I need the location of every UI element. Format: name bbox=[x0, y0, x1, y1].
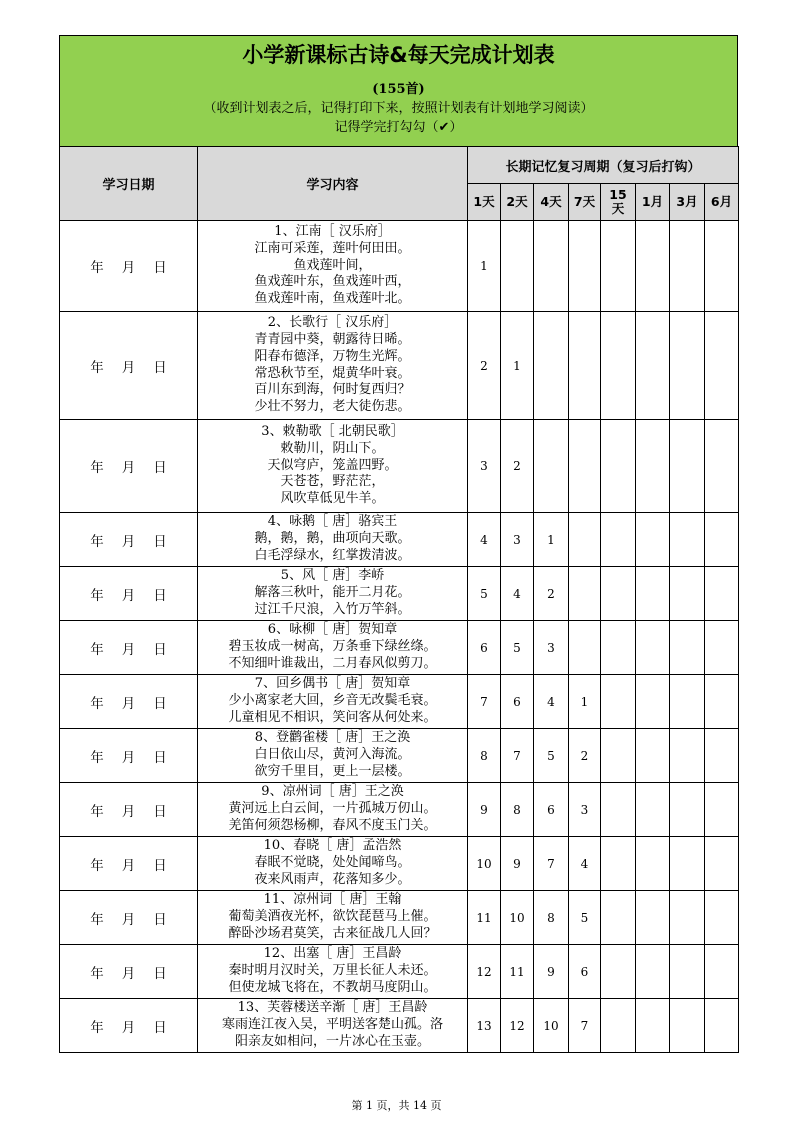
review-check-cell[interactable] bbox=[636, 221, 670, 312]
review-check-cell[interactable]: 9 bbox=[468, 783, 501, 837]
poem-line: 醉卧沙场君莫笑，古来征战几人回？ bbox=[228, 925, 437, 941]
date-part-y: 年 bbox=[90, 857, 104, 874]
review-check-cell[interactable]: 11 bbox=[468, 891, 501, 945]
review-check-cell[interactable] bbox=[534, 312, 569, 420]
poem-content-cell bbox=[198, 945, 468, 999]
review-check-cell[interactable] bbox=[705, 729, 739, 783]
date-part-y: 年 bbox=[90, 695, 104, 712]
date-part-m: 月 bbox=[121, 587, 136, 604]
review-check-cell[interactable]: 8 bbox=[501, 783, 534, 837]
date-part-y: 年 bbox=[90, 965, 104, 982]
poem-line: 敕勒川，阴山下。 bbox=[280, 440, 385, 456]
review-check-cell[interactable] bbox=[670, 999, 705, 1053]
poem-line: 百川东到海，何时复西归？ bbox=[254, 382, 411, 398]
review-check-cell[interactable] bbox=[670, 675, 705, 729]
plan-table bbox=[59, 146, 739, 1053]
study-date-cell[interactable] bbox=[60, 567, 198, 621]
date-part-m: 月 bbox=[121, 857, 136, 874]
table-row bbox=[60, 729, 739, 783]
table-row bbox=[60, 891, 739, 945]
table-row bbox=[60, 675, 739, 729]
poem-content-cell bbox=[198, 729, 468, 783]
review-check-cell[interactable] bbox=[569, 420, 601, 513]
date-part-y: 年 bbox=[90, 460, 104, 476]
poem-line: 白毛浮绿水，红掌拨清波。 bbox=[254, 547, 411, 563]
review-check-cell[interactable] bbox=[636, 837, 670, 891]
review-check-cell[interactable] bbox=[670, 621, 705, 675]
review-check-cell[interactable] bbox=[601, 567, 636, 621]
poem-content-cell bbox=[198, 621, 468, 675]
review-check-cell[interactable]: 4 bbox=[501, 567, 534, 621]
review-check-cell[interactable] bbox=[601, 513, 636, 567]
page-title: 小学新课标古诗&每天完成计划表 bbox=[242, 43, 555, 67]
poem-content-cell bbox=[198, 891, 468, 945]
date-part-m: 月 bbox=[121, 749, 136, 766]
review-check-cell[interactable] bbox=[636, 729, 670, 783]
review-check-cell[interactable] bbox=[636, 621, 670, 675]
review-check-cell[interactable]: 5 bbox=[501, 621, 534, 675]
date-part-d: 日 bbox=[153, 965, 167, 982]
review-check-cell[interactable] bbox=[705, 783, 739, 837]
review-check-cell[interactable] bbox=[569, 312, 601, 420]
date-part-d: 日 bbox=[153, 911, 167, 928]
review-check-cell[interactable] bbox=[601, 675, 636, 729]
review-check-cell[interactable]: 12 bbox=[468, 945, 501, 999]
review-check-cell[interactable] bbox=[601, 312, 636, 420]
poem-title: 13、芙蓉楼送辛渐［ 唐］王昌龄 bbox=[237, 1000, 428, 1016]
date-part-m: 月 bbox=[121, 695, 136, 712]
study-date-cell[interactable] bbox=[60, 420, 198, 513]
date-part-y: 年 bbox=[90, 641, 104, 658]
review-check-cell[interactable]: 2 bbox=[569, 729, 601, 783]
poem-line: 风吹草低见牛羊。 bbox=[280, 491, 385, 507]
poem-line: 鱼戏莲叶东，鱼戏莲叶西， bbox=[254, 274, 411, 290]
study-date-cell[interactable] bbox=[60, 675, 198, 729]
column-header-date: 学习日期 bbox=[60, 147, 198, 221]
review-check-cell[interactable]: 13 bbox=[468, 999, 501, 1053]
review-check-cell[interactable] bbox=[670, 567, 705, 621]
review-check-cell[interactable] bbox=[670, 513, 705, 567]
review-check-cell[interactable]: 3 bbox=[569, 783, 601, 837]
review-check-cell[interactable]: 10 bbox=[468, 837, 501, 891]
review-check-cell[interactable] bbox=[601, 221, 636, 312]
poem-line: 夜来风雨声，花落知多少。 bbox=[254, 871, 411, 887]
poem-title: 12、出塞［ 唐］王昌龄 bbox=[263, 946, 402, 962]
poem-line: 碧玉妆成一树高，万条垂下绿丝绦。 bbox=[228, 639, 437, 655]
review-day-header: 4天 bbox=[534, 184, 569, 221]
table-row bbox=[60, 945, 739, 999]
review-check-cell[interactable] bbox=[705, 312, 739, 420]
review-check-cell[interactable] bbox=[705, 891, 739, 945]
review-check-cell[interactable]: 6 bbox=[468, 621, 501, 675]
date-part-d: 日 bbox=[153, 695, 167, 712]
date-part-m: 月 bbox=[121, 911, 136, 928]
date-part-d: 日 bbox=[153, 857, 167, 874]
poem-line: 少小离家老大回，乡音无改鬓毛衰。 bbox=[228, 693, 437, 709]
checkmark-note: 记得学完打勾勾（✔） bbox=[334, 120, 463, 135]
title-banner bbox=[59, 35, 738, 146]
review-check-cell[interactable]: 4 bbox=[534, 675, 569, 729]
plan-sheet bbox=[59, 35, 738, 1053]
study-date-cell[interactable] bbox=[60, 837, 198, 891]
poem-line: 解落三秋叶，能开二月花。 bbox=[254, 585, 411, 601]
review-check-cell[interactable]: 4 bbox=[468, 513, 501, 567]
poem-title: 5、风［ 唐］李峤 bbox=[280, 568, 385, 584]
poem-content-cell bbox=[198, 999, 468, 1053]
page-footer: 第 1 页，共 14 页 bbox=[351, 1099, 442, 1112]
review-check-cell[interactable] bbox=[670, 783, 705, 837]
poem-line: 天苍苍，野茫茫， bbox=[280, 474, 385, 490]
review-check-cell[interactable] bbox=[670, 945, 705, 999]
review-check-cell[interactable] bbox=[705, 999, 739, 1053]
review-check-cell[interactable]: 2 bbox=[534, 567, 569, 621]
poem-content-cell bbox=[198, 513, 468, 567]
poem-content-cell bbox=[198, 567, 468, 621]
review-check-cell[interactable] bbox=[601, 837, 636, 891]
poem-line: 江南可采莲，莲叶何田田。 bbox=[254, 240, 411, 256]
review-check-cell[interactable] bbox=[636, 783, 670, 837]
review-day-header: 1天 bbox=[468, 184, 501, 221]
column-header-review: 长期记忆复习周期（复习后打钩） bbox=[468, 147, 739, 184]
poem-line: 不知细叶谁裁出，二月春风似剪刀。 bbox=[228, 655, 437, 671]
review-check-cell[interactable]: 5 bbox=[534, 729, 569, 783]
table-row bbox=[60, 513, 739, 567]
poem-title: 7、回乡偶书［ 唐］贺知章 bbox=[254, 676, 411, 692]
table-row bbox=[60, 221, 739, 312]
date-part-d: 日 bbox=[153, 641, 167, 658]
poem-content-cell bbox=[198, 420, 468, 513]
review-check-cell[interactable] bbox=[636, 891, 670, 945]
review-check-cell[interactable] bbox=[569, 221, 601, 312]
poem-line: 儿童相见不相识，笑问客从何处来。 bbox=[228, 709, 437, 725]
poem-line: 青青园中葵，朝露待日晞。 bbox=[254, 331, 411, 347]
review-check-cell[interactable] bbox=[705, 221, 739, 312]
review-check-cell[interactable]: 5 bbox=[569, 891, 601, 945]
poem-line: 葡萄美酒夜光杯，欲饮琵琶马上催。 bbox=[228, 909, 437, 925]
instruction-note: （收到计划表之后，记得打印下来，按照计划表有计划地学习阅读） bbox=[203, 101, 594, 116]
review-check-cell[interactable]: 7 bbox=[501, 729, 534, 783]
poem-content-cell bbox=[198, 783, 468, 837]
review-check-cell[interactable]: 3 bbox=[501, 513, 534, 567]
poem-line: 寒雨连江夜入吴，平明送客楚山孤。洛 bbox=[221, 1017, 443, 1033]
date-part-m: 月 bbox=[121, 641, 136, 658]
poem-line: 但使龙城飞将在，不教胡马度阴山。 bbox=[228, 979, 437, 995]
review-check-cell[interactable]: 8 bbox=[534, 891, 569, 945]
review-check-cell[interactable]: 7 bbox=[468, 675, 501, 729]
review-check-cell[interactable] bbox=[636, 999, 670, 1053]
study-date-cell[interactable] bbox=[60, 621, 198, 675]
date-part-y: 年 bbox=[90, 533, 104, 550]
study-date-cell[interactable] bbox=[60, 312, 198, 420]
review-day-header: 1月 bbox=[636, 184, 670, 221]
review-check-cell[interactable] bbox=[705, 621, 739, 675]
date-part-y: 年 bbox=[90, 260, 104, 276]
review-check-cell[interactable]: 7 bbox=[569, 999, 601, 1053]
review-check-cell[interactable] bbox=[636, 312, 670, 420]
table-row bbox=[60, 621, 739, 675]
poem-title: 6、咏柳［ 唐］贺知章 bbox=[267, 622, 398, 638]
review-check-cell[interactable] bbox=[670, 729, 705, 783]
study-date-cell[interactable] bbox=[60, 783, 198, 837]
study-date-cell[interactable] bbox=[60, 513, 198, 567]
review-day-header: 2天 bbox=[501, 184, 534, 221]
poem-title: 11、凉州词［ 唐］王翰 bbox=[263, 892, 402, 908]
review-check-cell[interactable] bbox=[670, 312, 705, 420]
study-date-cell[interactable] bbox=[60, 891, 198, 945]
study-date-cell[interactable] bbox=[60, 221, 198, 312]
date-part-m: 月 bbox=[121, 533, 136, 550]
poem-line: 欲穷千里目，更上一层楼。 bbox=[254, 763, 411, 779]
review-check-cell[interactable]: 1 bbox=[569, 675, 601, 729]
review-check-cell[interactable]: 1 bbox=[468, 221, 501, 312]
review-check-cell[interactable]: 7 bbox=[534, 837, 569, 891]
poem-line: 鱼戏莲叶南，鱼戏莲叶北。 bbox=[254, 291, 411, 307]
poem-line: 春眠不觉晓，处处闻啼鸟。 bbox=[254, 855, 411, 871]
review-check-cell[interactable] bbox=[569, 567, 601, 621]
review-check-cell[interactable] bbox=[636, 420, 670, 513]
review-check-cell[interactable] bbox=[705, 420, 739, 513]
review-check-cell[interactable] bbox=[601, 621, 636, 675]
review-check-cell[interactable] bbox=[705, 837, 739, 891]
review-check-cell[interactable]: 4 bbox=[569, 837, 601, 891]
date-part-d: 日 bbox=[153, 587, 167, 604]
poem-line: 羌笛何须怨杨柳，春风不度玉门关。 bbox=[228, 817, 437, 833]
review-check-cell[interactable]: 12 bbox=[501, 999, 534, 1053]
review-check-cell[interactable]: 6 bbox=[569, 945, 601, 999]
review-check-cell[interactable] bbox=[705, 945, 739, 999]
review-day-header: 3月 bbox=[670, 184, 705, 221]
review-check-cell[interactable]: 10 bbox=[534, 999, 569, 1053]
review-check-cell[interactable] bbox=[636, 945, 670, 999]
poem-line: 少壮不努力，老大徒伤悲。 bbox=[254, 399, 411, 415]
review-check-cell[interactable]: 9 bbox=[534, 945, 569, 999]
table-row bbox=[60, 420, 739, 513]
poem-line: 黄河远上白云间，一片孤城万仞山。 bbox=[228, 801, 437, 817]
poem-count: (155首) bbox=[372, 82, 425, 97]
poem-content-cell bbox=[198, 221, 468, 312]
poem-title: 2、长歌行［ 汉乐府］ bbox=[267, 315, 398, 331]
date-part-d: 日 bbox=[153, 533, 167, 550]
review-check-cell[interactable] bbox=[636, 513, 670, 567]
poem-line: 天似穹庐，笼盖四野。 bbox=[267, 457, 398, 473]
review-check-cell[interactable] bbox=[670, 221, 705, 312]
date-part-d: 日 bbox=[153, 749, 167, 766]
poem-content-cell bbox=[198, 312, 468, 420]
review-check-cell[interactable] bbox=[534, 420, 569, 513]
poem-title: 4、咏鹅［ 唐］骆宾王 bbox=[267, 514, 398, 530]
poem-line: 白日依山尽，黄河入海流。 bbox=[254, 747, 411, 763]
review-check-cell[interactable] bbox=[670, 891, 705, 945]
review-check-cell[interactable]: 8 bbox=[468, 729, 501, 783]
review-check-cell[interactable] bbox=[569, 621, 601, 675]
review-day-header: 7天 bbox=[569, 184, 601, 221]
review-check-cell[interactable]: 6 bbox=[534, 783, 569, 837]
review-check-cell[interactable]: 2 bbox=[501, 420, 534, 513]
review-check-cell[interactable]: 11 bbox=[501, 945, 534, 999]
review-check-cell[interactable] bbox=[601, 783, 636, 837]
review-check-cell[interactable]: 3 bbox=[468, 420, 501, 513]
review-check-cell[interactable]: 5 bbox=[468, 567, 501, 621]
date-part-d: 日 bbox=[153, 260, 167, 276]
poem-title: 10、春晓［ 唐］孟浩然 bbox=[263, 838, 402, 854]
date-part-y: 年 bbox=[90, 803, 104, 820]
review-check-cell[interactable] bbox=[705, 567, 739, 621]
poem-line: 鹅，鹅，鹅，曲项向天歌。 bbox=[254, 531, 411, 547]
date-part-m: 月 bbox=[121, 260, 136, 276]
date-part-m: 月 bbox=[121, 965, 136, 982]
date-part-m: 月 bbox=[121, 460, 136, 476]
date-part-d: 日 bbox=[153, 359, 167, 376]
table-row bbox=[60, 783, 739, 837]
date-part-d: 日 bbox=[153, 1019, 167, 1036]
review-check-cell[interactable] bbox=[601, 945, 636, 999]
poem-line: 鱼戏莲叶间， bbox=[293, 257, 372, 273]
column-header-content: 学习内容 bbox=[198, 147, 468, 221]
poem-title: 1、江南［ 汉乐府］ bbox=[274, 224, 391, 239]
table-row bbox=[60, 999, 739, 1053]
date-part-y: 年 bbox=[90, 911, 104, 928]
poem-line: 阳春布德泽，万物生光辉。 bbox=[254, 348, 411, 364]
table-row bbox=[60, 837, 739, 891]
date-part-m: 月 bbox=[121, 1019, 136, 1036]
date-part-m: 月 bbox=[121, 359, 136, 376]
review-check-cell[interactable] bbox=[670, 837, 705, 891]
review-check-cell[interactable] bbox=[636, 567, 670, 621]
poem-content-cell bbox=[198, 837, 468, 891]
review-check-cell[interactable] bbox=[501, 221, 534, 312]
review-check-cell[interactable] bbox=[601, 729, 636, 783]
review-day-header: 6月 bbox=[705, 184, 739, 221]
table-row bbox=[60, 312, 739, 420]
study-date-cell[interactable] bbox=[60, 999, 198, 1053]
poem-title: 8、登鹳雀楼［ 唐］王之涣 bbox=[254, 730, 411, 746]
review-check-cell[interactable]: 1 bbox=[501, 312, 534, 420]
review-check-cell[interactable]: 1 bbox=[534, 513, 569, 567]
review-check-cell[interactable] bbox=[569, 513, 601, 567]
date-part-m: 月 bbox=[121, 803, 136, 820]
date-part-y: 年 bbox=[90, 359, 104, 376]
poem-title: 9、凉州词［ 唐］王之涣 bbox=[261, 784, 404, 800]
date-part-y: 年 bbox=[90, 587, 104, 604]
review-check-cell[interactable] bbox=[601, 891, 636, 945]
poem-title: 3、敕勒歌［ 北朝民歌］ bbox=[261, 424, 404, 439]
poem-line: 阳亲友如相问，一片冰心在玉壶。 bbox=[234, 1033, 430, 1049]
study-date-cell[interactable] bbox=[60, 729, 198, 783]
review-check-cell[interactable]: 10 bbox=[501, 891, 534, 945]
review-check-cell[interactable]: 2 bbox=[468, 312, 501, 420]
review-check-cell[interactable] bbox=[636, 675, 670, 729]
poem-line: 秦时明月汉时关，万里长征人未还。 bbox=[228, 963, 437, 979]
review-check-cell[interactable]: 9 bbox=[501, 837, 534, 891]
table-row bbox=[60, 567, 739, 621]
poem-line: 过江千尺浪，入竹万竿斜。 bbox=[254, 601, 411, 617]
date-part-d: 日 bbox=[153, 803, 167, 820]
date-part-y: 年 bbox=[90, 749, 104, 766]
review-day-header: 15天 bbox=[601, 184, 636, 221]
review-check-cell[interactable] bbox=[705, 513, 739, 567]
review-check-cell[interactable] bbox=[705, 675, 739, 729]
study-date-cell[interactable] bbox=[60, 945, 198, 999]
date-part-y: 年 bbox=[90, 1019, 104, 1036]
review-check-cell[interactable] bbox=[601, 999, 636, 1053]
poem-line: 常恐秋节至，焜黄华叶衰。 bbox=[254, 365, 411, 381]
review-check-cell[interactable]: 6 bbox=[501, 675, 534, 729]
review-check-cell[interactable]: 3 bbox=[534, 621, 569, 675]
review-check-cell[interactable] bbox=[601, 420, 636, 513]
date-part-d: 日 bbox=[153, 460, 167, 476]
poem-content-cell bbox=[198, 675, 468, 729]
review-check-cell[interactable] bbox=[670, 420, 705, 513]
review-check-cell[interactable] bbox=[534, 221, 569, 312]
